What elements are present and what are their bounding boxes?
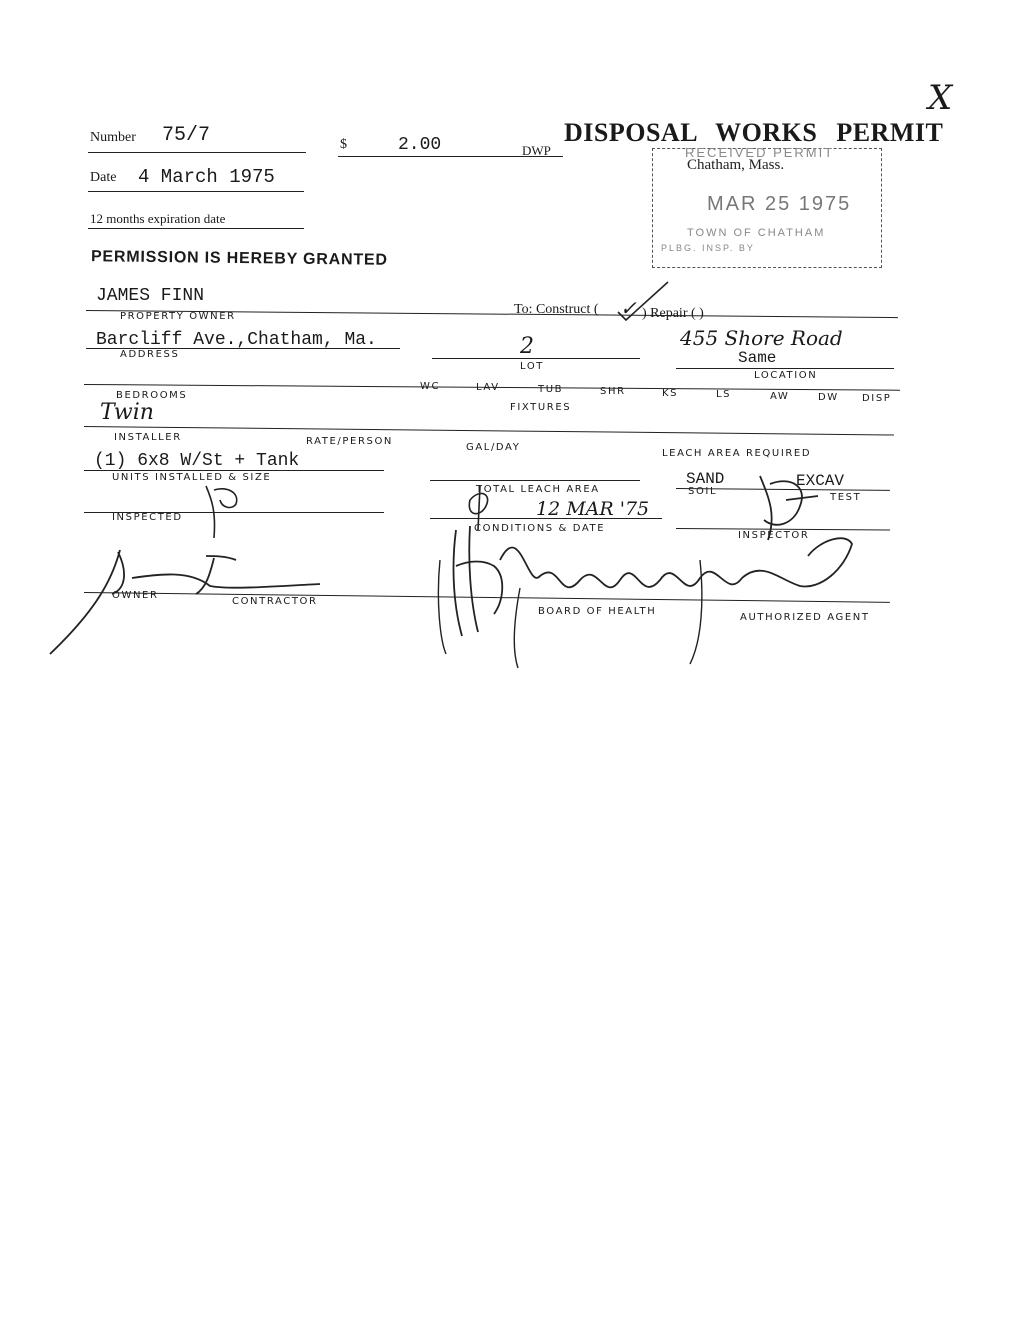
stamp-date: MAR 25 1975 (707, 193, 852, 215)
test-value: EXCAV (796, 472, 845, 490)
fixture-tub: TUB (538, 384, 564, 395)
test-caption: TEST (830, 492, 862, 503)
inspected-initials (206, 486, 237, 538)
fee-symbol: $ (340, 137, 347, 152)
location-value-same: Same (738, 349, 777, 367)
inspector-caption: INSPECTOR (738, 530, 810, 541)
total-leach-area-caption: TOTAL LEACH AREA (476, 484, 600, 495)
stamp-received: RECEIVED PERMIT (685, 145, 835, 160)
owner-signature (50, 550, 320, 654)
date-value: 4 March 1975 (138, 166, 275, 188)
fixture-disp: DISP (862, 393, 892, 404)
gal-day-caption: GAL/DAY (466, 442, 521, 453)
permit-title: DISPOSAL WORKS PERMIT (564, 118, 944, 147)
authorized-agent-caption: AUTHORIZED AGENT (740, 612, 870, 623)
inspected-caption: INSPECTED (112, 512, 183, 523)
fixture-lav: LAV (476, 382, 500, 393)
soil-caption: SOIL (688, 486, 718, 497)
fixture-aw: AW (770, 391, 790, 402)
fixture-ls: LS (716, 389, 732, 400)
units-installed-caption: UNITS INSTALLED & SIZE (112, 472, 272, 483)
construct-check-stroke (618, 282, 668, 320)
date-label: Date (90, 170, 117, 185)
location-caption: LOCATION (754, 370, 818, 381)
address-value: Barcliff Ave.,Chatham, Ma. (96, 330, 377, 350)
expiration-note: 12 months expiration date (90, 211, 226, 226)
number-label: Number (90, 130, 136, 145)
conditions-date-value: 12 MAR '75 (536, 498, 650, 520)
stamp-office: PLBG. INSP. BY (661, 243, 755, 253)
installer-caption: INSTALLER (114, 432, 182, 443)
address-caption: ADDRESS (120, 349, 180, 360)
repair-label: ) Repair ( ) (642, 306, 704, 321)
leach-area-scribble (469, 486, 487, 530)
corner-x-mark: X (928, 78, 953, 118)
property-owner-caption: PROPERTY OWNER (120, 311, 236, 322)
number-value: 75/7 (162, 124, 211, 147)
bedrooms-caption: BEDROOMS (116, 390, 188, 401)
fixture-shr: SHR (600, 386, 626, 397)
construct-label: To: Construct ( (514, 302, 599, 317)
board-of-health-caption: BOARD OF HEALTH (538, 606, 657, 617)
fixture-ks: KS (662, 388, 679, 399)
contractor-caption: CONTRACTOR (232, 596, 318, 607)
location-value-street: 455 Shore Road (680, 326, 843, 350)
construct-check: ✓ (620, 296, 637, 320)
soil-value: SAND (686, 470, 725, 488)
lot-value: 2 (520, 334, 534, 359)
units-installed-value: (1) 6x8 W/St + Tank (94, 451, 300, 471)
conditions-date-caption: CONDITIONS & DATE (474, 523, 606, 534)
fixture-wc: WC (420, 381, 441, 392)
fee-value: 2.00 (398, 135, 442, 155)
inspector-signature (760, 476, 818, 540)
rate-per-person-caption: RATE/PERSON (306, 436, 393, 447)
stamp-place: Chatham, Mass. (687, 157, 785, 173)
owner-signature-caption: OWNER (112, 590, 159, 601)
board-signature (454, 526, 852, 636)
lot-caption: LOT (520, 361, 544, 372)
fee-code: DWP (522, 143, 551, 158)
installer-value: Twin (100, 400, 154, 425)
stamp-town: TOWN OF CHATHAM (687, 227, 826, 239)
leach-area-required-caption: LEACH AREA REQUIRED (662, 448, 812, 459)
fixture-dw: DW (818, 392, 839, 403)
fixtures-caption: FIXTURES (510, 402, 572, 413)
permission-granted-heading: PERMISSION IS HEREBY GRANTED (90, 248, 388, 269)
property-owner-value: JAMES FINN (96, 286, 205, 306)
